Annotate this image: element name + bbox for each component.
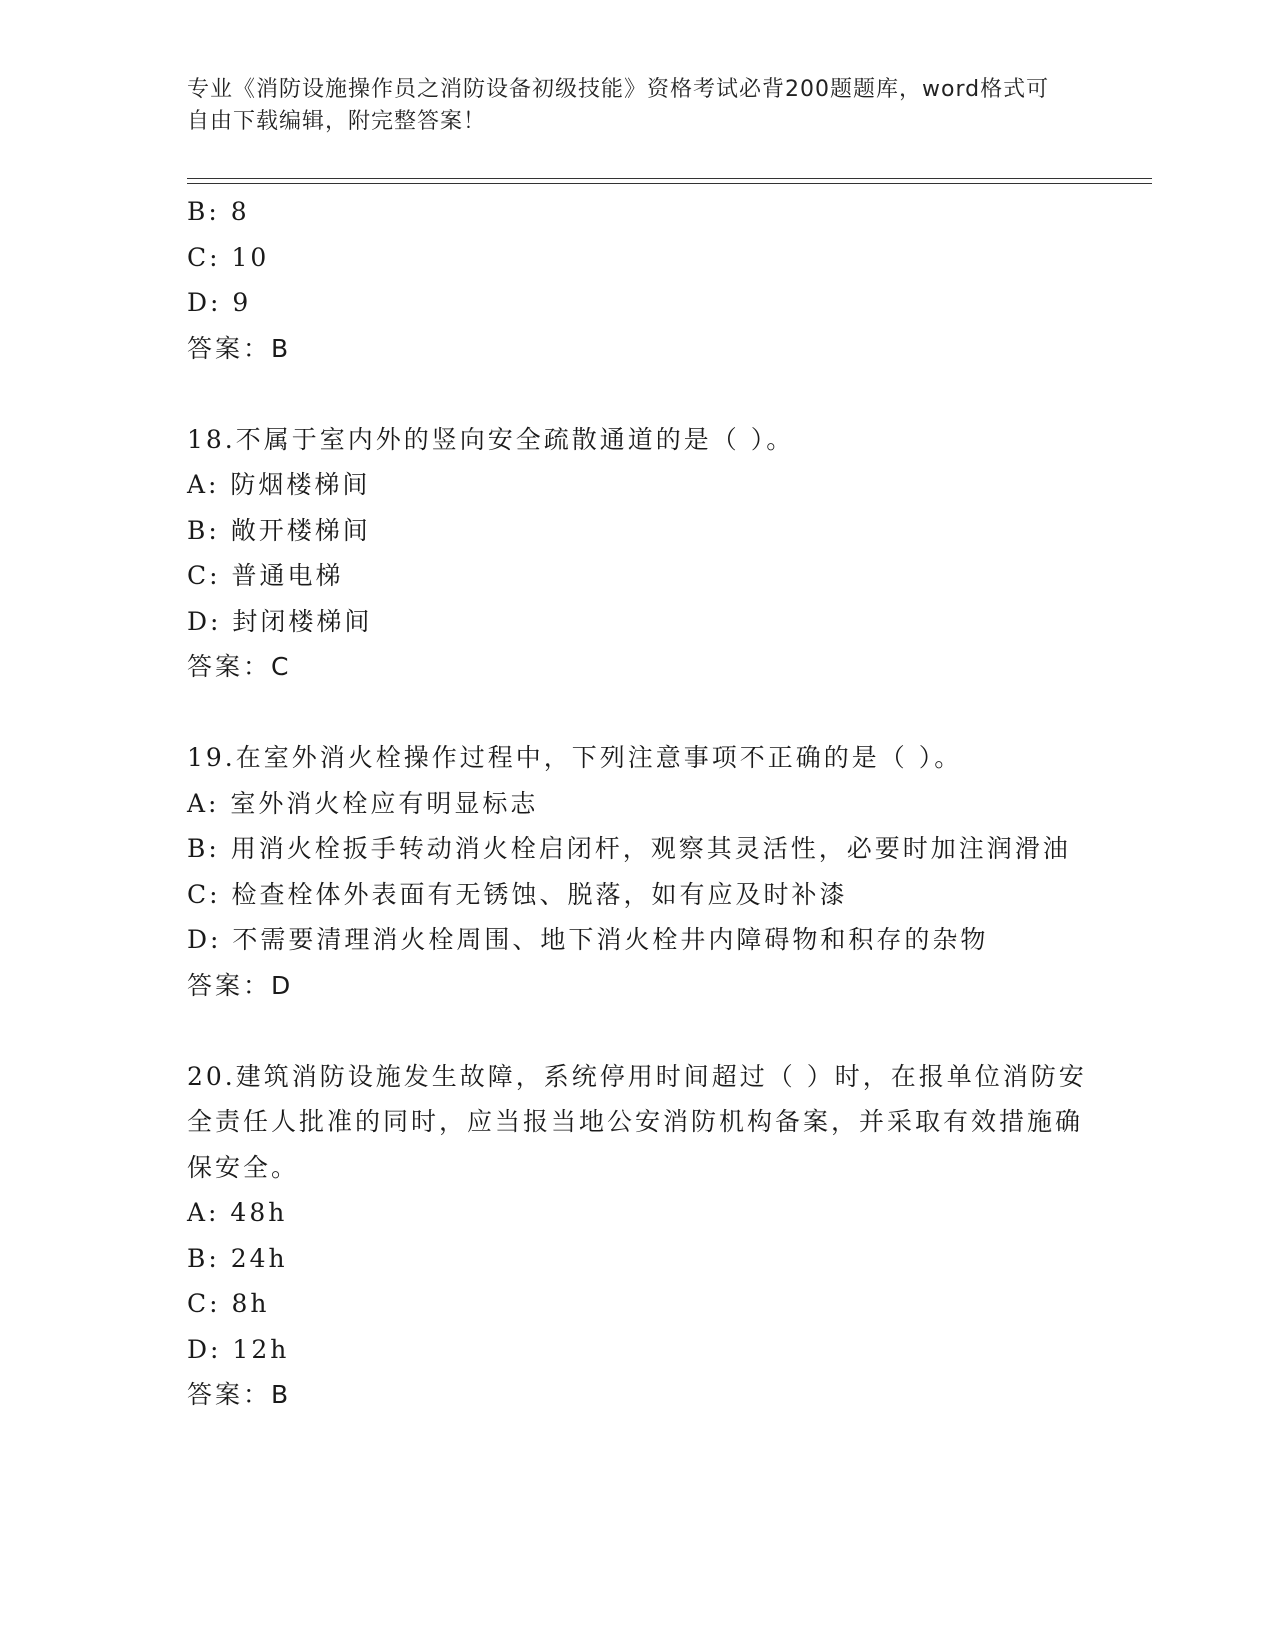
question-18 — [187, 417, 1087, 690]
question-stem: 18.不属于室内外的竖向安全疏散通道的是（ ）。 — [187, 424, 795, 454]
option-c: C: 8h — [187, 1289, 270, 1318]
question-stem: 20.建筑消防设施发生故障，系统停用时间超过（ ）时，在报单位消防安全责任人批准的同时，应当报当地公安消防机构备案，并采取有效措施确保安全。 — [187, 1061, 1087, 1182]
option-d: D: 封闭楼梯间 — [187, 606, 373, 636]
option-b: B: 敞开楼梯间 — [187, 515, 371, 545]
question-stem: 19.在室外消火栓操作过程中，下列注意事项不正确的是（ ）。 — [187, 743, 963, 772]
option-d: D: 不需要清理消火栓周围、地下消火栓井内障碍物和积存的杂物 — [187, 925, 989, 954]
option-c: C: 10 — [187, 242, 270, 272]
answer-line: 答案：B — [187, 1380, 292, 1409]
question-content — [187, 189, 1087, 1418]
option-c: C: 检查栓体外表面有无锈蚀、脱落，如有应及时补漆 — [187, 879, 848, 909]
spacer — [187, 1008, 1087, 1054]
option-a: A: 防烟楼梯间 — [187, 470, 371, 499]
header-divider-bottom — [187, 183, 1152, 184]
option-b: B: 用消火栓扳手转动消火栓启闭杆，观察其灵活性，必要时加注润滑油 — [187, 834, 1071, 863]
answer-line: 答案：B — [187, 333, 292, 363]
option-c: C: 普通电梯 — [187, 561, 344, 590]
option-a: A: 48h — [187, 1198, 288, 1227]
spacer — [187, 690, 1087, 736]
document-header: 专业《消防设施操作员之消防设备初级技能》资格考试必背200题题库，word格式可自由下载编辑，附完整答案！ — [187, 77, 1050, 134]
answer-line: 答案：D — [187, 970, 294, 1000]
answer-line: 答案：C — [187, 652, 292, 681]
spacer — [187, 371, 1087, 417]
option-d: D: 9 — [187, 288, 252, 317]
previous-question — [187, 189, 1087, 371]
option-d: D: 12h — [187, 1334, 290, 1364]
option-b: B: 8 — [187, 197, 250, 226]
option-b: B: 24h — [187, 1243, 288, 1273]
question-19 — [187, 735, 1087, 1008]
option-a: A: 室外消火栓应有明显标志 — [187, 788, 539, 818]
question-20 — [187, 1054, 1087, 1418]
header-divider-top — [187, 178, 1152, 179]
